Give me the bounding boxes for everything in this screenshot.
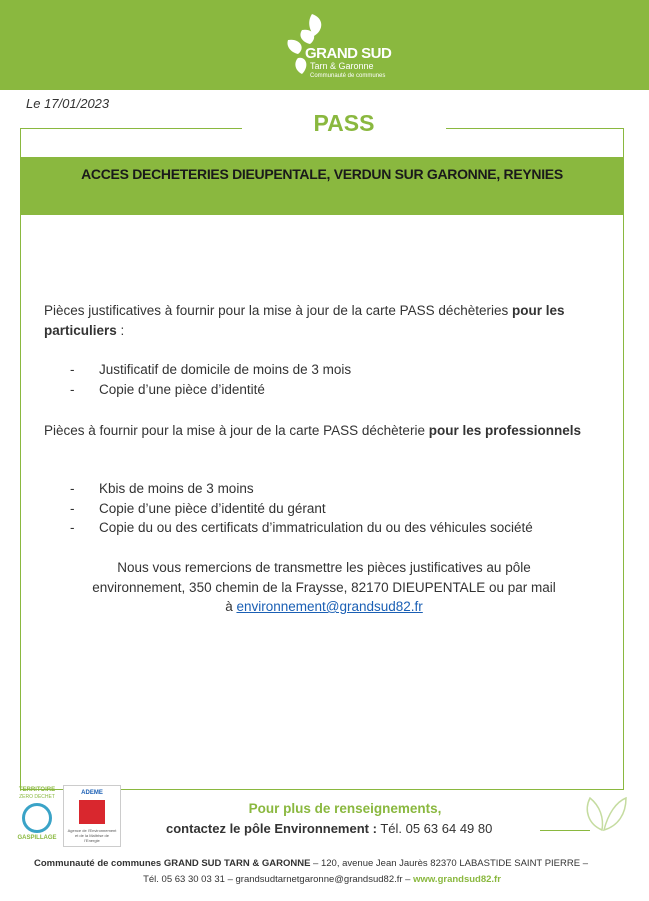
- frame-top-right-line: [446, 128, 624, 129]
- list-item: - Copie du ou des certificats d’immatriculation du ou des véhicules société: [70, 520, 533, 535]
- org-contact: Tél. 05 63 30 03 31 – grandsudtarnetgaronne@grandsud82.fr – www.grandsud82.fr: [143, 874, 501, 885]
- content-frame: [20, 128, 624, 790]
- leaf-icon: [580, 786, 628, 832]
- particuliers-intro: Pièces justificatives à fournir pour la mise à jour de la carte PASS déchèteries pour les particuliers :: [44, 303, 565, 338]
- logo-subtitle: Tarn & Garonne: [310, 61, 374, 71]
- document-date: Le 17/01/2023: [26, 96, 110, 111]
- list-item: - Copie d’une pièce d’identité: [70, 381, 265, 397]
- frame-top-left-line: [20, 128, 242, 129]
- closing-line-3: à environnement@grandsud82.fr: [225, 599, 423, 614]
- list-item: - Kbis de moins de 3 moins: [70, 481, 254, 496]
- list-item: - Justificatif de domicile de moins de 3 mois: [70, 362, 352, 377]
- email-link[interactable]: environnement@grandsud82.fr: [236, 599, 423, 614]
- list-item: - Copie d’une pièce d’identité du gérant: [70, 500, 326, 516]
- org-address: Communauté de communes GRAND SUD TARN & GARONNE – 120, avenue Jean Jaurès 82370 LABASTIDE SAINT PIERRE –: [34, 858, 588, 869]
- logo-tagline: Communauté de communes: [310, 73, 386, 79]
- professionnels-list: [70, 479, 610, 538]
- info-title: Pour plus de renseignements,: [248, 801, 442, 816]
- contact-line: contactez le pôle Environnement : Tél. 05 63 64 49 80: [166, 821, 493, 836]
- ademe-mark-icon: [79, 800, 105, 824]
- subject-banner-text: ACCES DECHETERIES DIEUPENTALE, VERDUN SUR GARONNE, REYNIES: [81, 166, 563, 182]
- zero-waste-logo: TERRITOIRE ZERO DECHET GASPILLAGE: [17, 787, 57, 841]
- page-title: PASS: [313, 110, 375, 136]
- ademe-logo: ADEME Agence de l'Environnement et de la Maîtrise de l'Energie: [63, 785, 121, 847]
- website-link[interactable]: www.grandsud82.fr: [413, 874, 501, 885]
- particuliers-list: [70, 360, 610, 399]
- closing-line-2: environnement, 350 chemin de la Fraysse, 82170 DIEUPENTALE ou par mail: [92, 580, 556, 595]
- zero-circle-icon: [22, 803, 52, 833]
- closing-line-1: Nous vous remercions de transmettre les pièces justificatives au pôle: [117, 560, 531, 575]
- professionnels-intro: Pièces à fournir pour la mise à jour de la carte PASS déchèterie pour les professionnels: [44, 423, 581, 438]
- logo-title: GRAND SUD: [305, 45, 392, 62]
